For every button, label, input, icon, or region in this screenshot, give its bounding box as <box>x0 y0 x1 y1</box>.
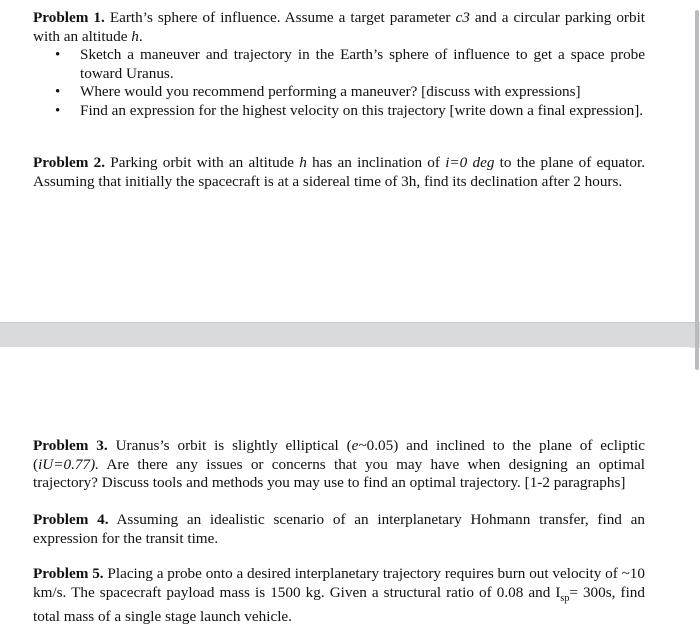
inclination-value: iU=0.77). <box>38 455 99 473</box>
bullet-item: • Where would you recommend performing a maneuver? [discuss with expressions] <box>33 83 645 102</box>
problem-5-heading: Problem 5. <box>33 565 104 582</box>
problem-2-heading: Problem 2. <box>33 154 106 171</box>
problem-1-bullets <box>33 46 645 120</box>
isp-subscript: sp <box>560 592 570 604</box>
problem-4: Problem 4. Assuming an idealistic scenario of an interplanetary Hohmann transfer, find an expression for the transit time. <box>33 511 645 547</box>
problem-3: Problem 3. Uranus’s orbit is slightly elliptical (e~0.05) and inclined to the plane of ecliptic (iU=0.77). Are there any issues or concerns that you may have when designing an optimal trajectory? Discuss tools and methods you may use to find an optimal trajectory. [1-2 paragraphs] <box>33 437 645 492</box>
problem-1-heading: Problem 1. <box>33 9 105 26</box>
problem-5: Problem 5. Placing a probe onto a desired interplanetary trajectory requires burn out velocity of ~10 km/s. The spacecraft payload mass is 1500 kg. Given a structural ratio of 0.08 and $I_{sp}= 300s$, find total mass of a single stage launch vehicle. <box>33 565 645 626</box>
altitude-symbol: h <box>299 154 307 171</box>
problem-2: Problem 2. Parking orbit with an altitude h has an inclination of i=0 deg to the plane of equator. Assuming that initially the spacecraft is at a sidereal time of 3h, find its declination after 2 hours. <box>33 154 646 190</box>
problem-3-heading: Problem 3. <box>33 437 108 454</box>
problem-1 <box>33 9 645 121</box>
problem-4-heading: Problem 4. <box>33 511 109 528</box>
c3-symbol: c3 <box>455 9 470 26</box>
bullet-item: • Find an expression for the highest velocity on this trajectory [write down a final expression]. <box>33 102 645 121</box>
problem-1-statement: Problem 1. Earth’s sphere of influence. Assume a target parameter c3 and a circular parking orbit with an altitude h. <box>33 9 646 45</box>
eccentricity-symbol: e~ <box>351 437 367 454</box>
altitude-symbol: h <box>131 27 139 45</box>
scrollbar[interactable] <box>695 10 699 370</box>
page-separator <box>0 322 700 348</box>
bullet-item: • Sketch a maneuver and trajectory in the Earth’s sphere of influence to get a space probe toward Uranus. <box>33 46 645 83</box>
inclination-value: i=0 deg <box>445 154 495 171</box>
